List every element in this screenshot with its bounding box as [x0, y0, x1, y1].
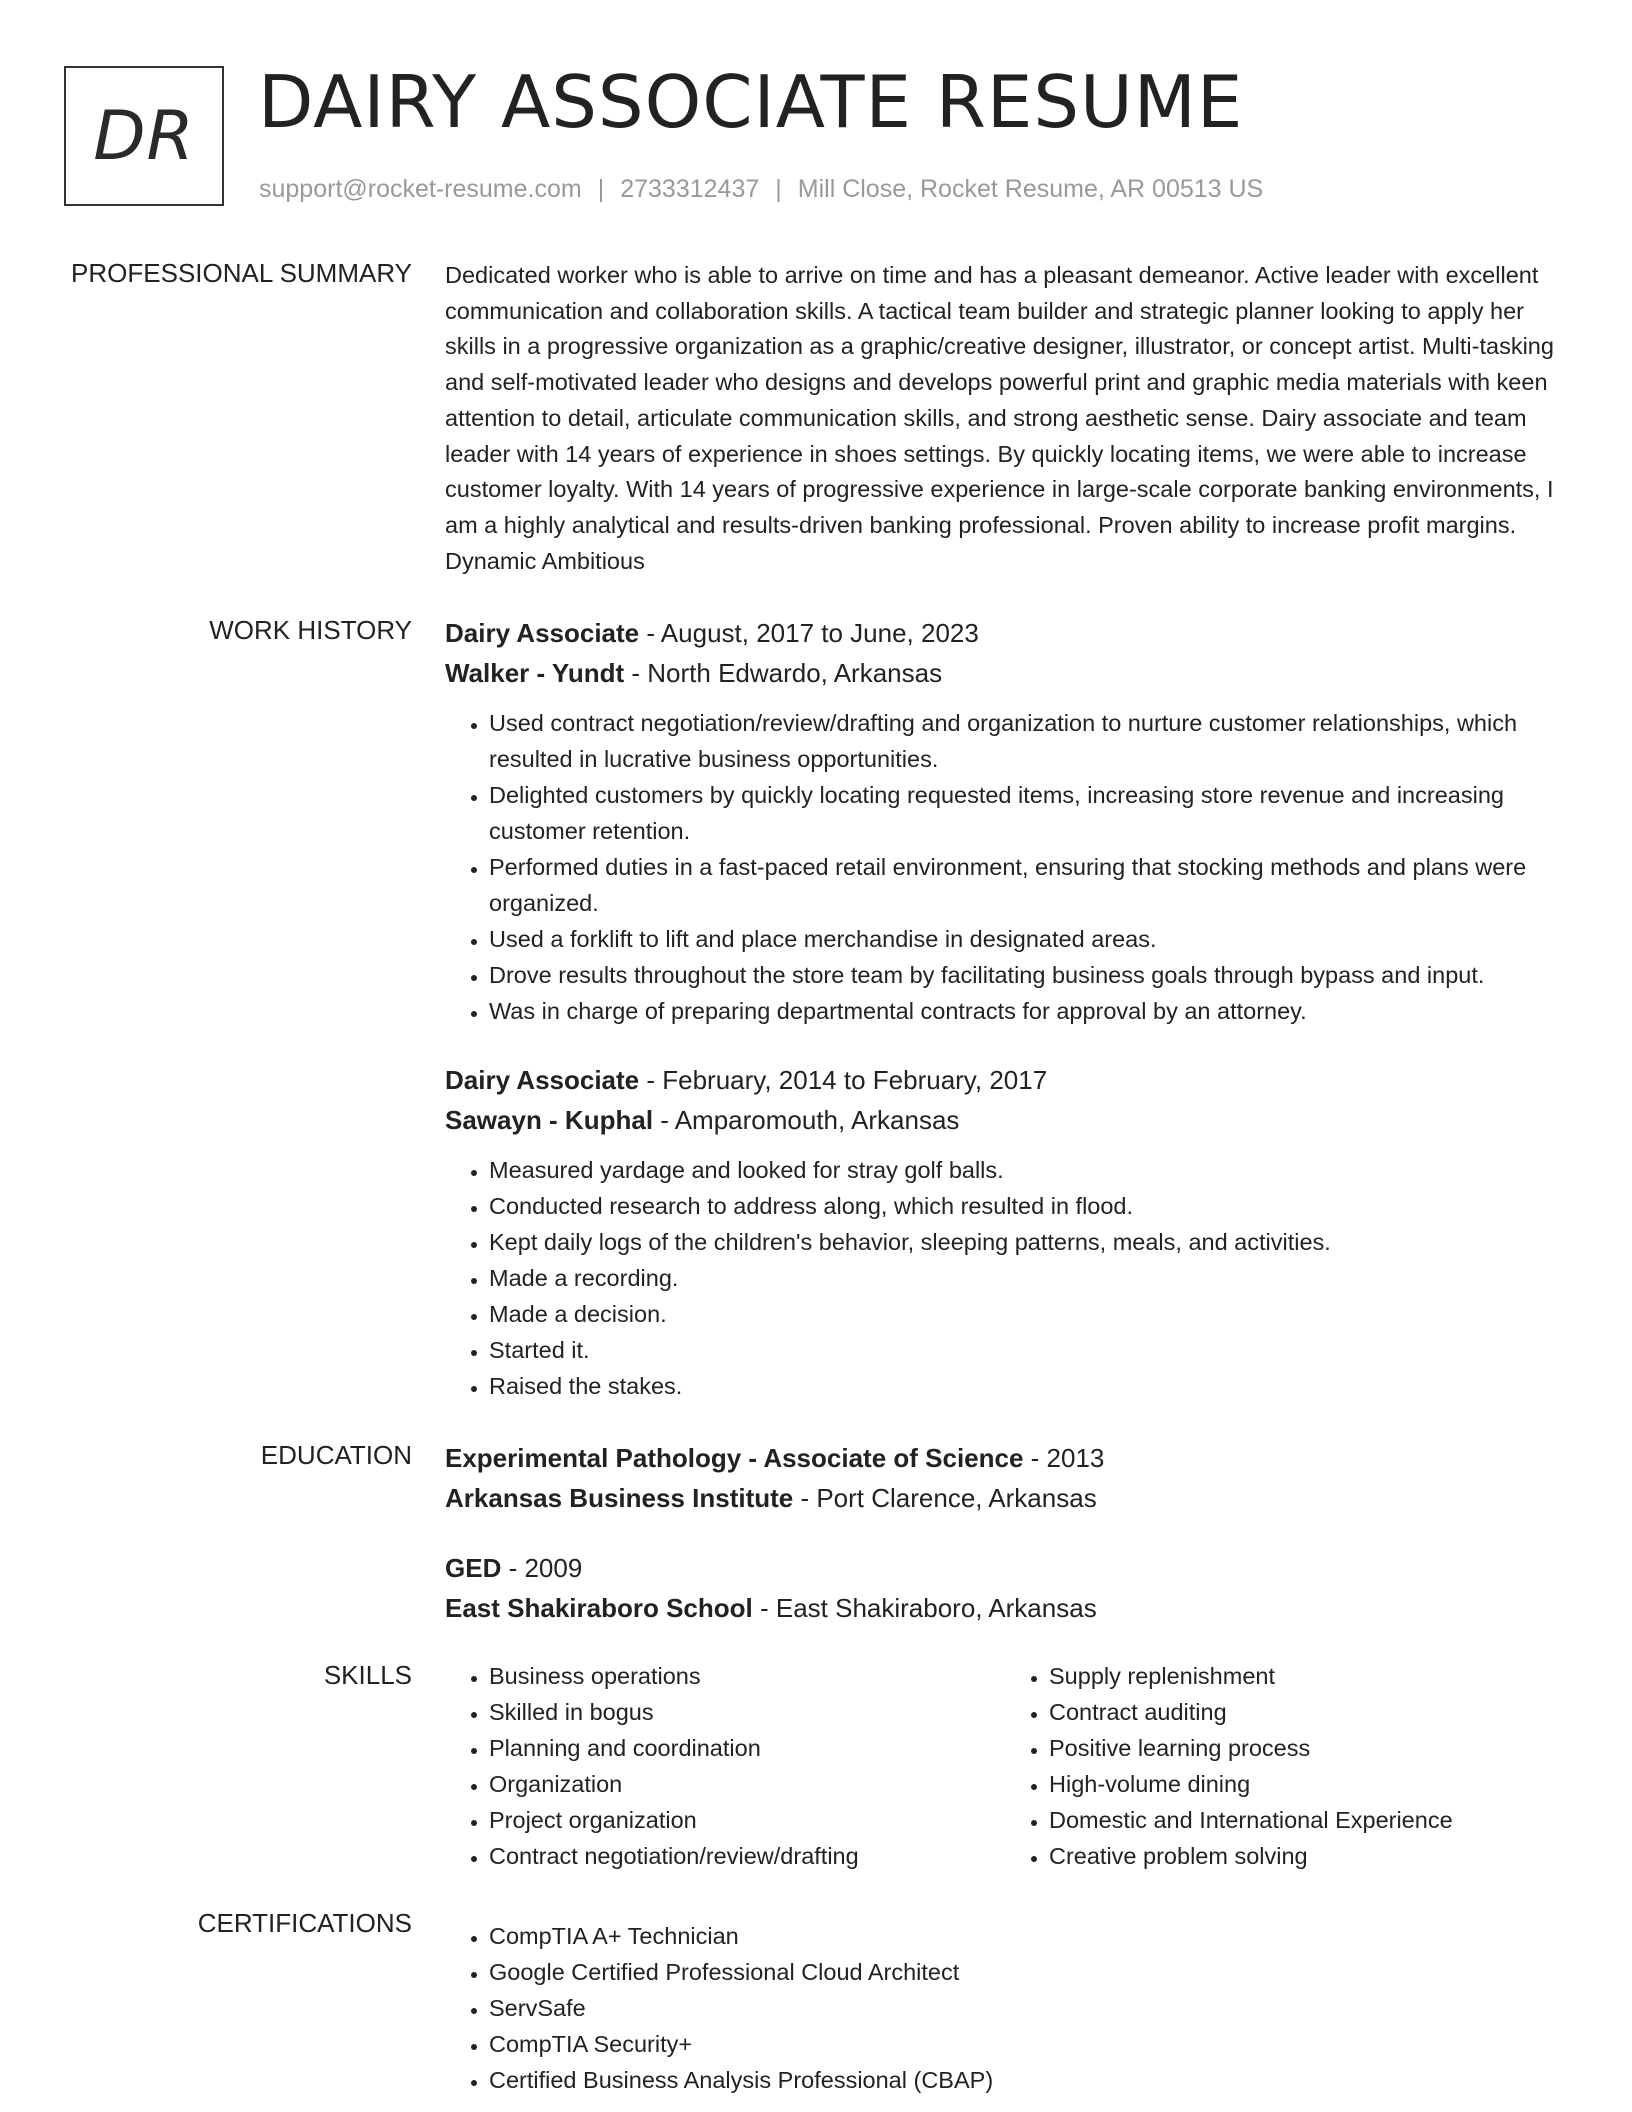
job-dates: - February, 2014 to February, 2017 — [639, 1065, 1048, 1095]
section-label-skills: SKILLS — [323, 1660, 412, 1690]
education-degree: GED — [445, 1553, 502, 1583]
contact-separator: | — [775, 175, 782, 203]
job-employer: Sawayn - Kuphal — [445, 1105, 654, 1135]
skill-item: • Creative problem solving — [1049, 1838, 1565, 1874]
skill-item: • Positive learning process — [1049, 1730, 1565, 1766]
job-employer-line — [445, 653, 1565, 693]
education-entry — [445, 1438, 1565, 1518]
skill-item: • Contract auditing — [1049, 1694, 1565, 1730]
job-duty: • Made a recording. — [489, 1260, 1565, 1296]
job-duty: • Kept daily logs of the children's behavior, sleeping patterns, meals, and activities. — [489, 1224, 1565, 1260]
job-duty: • Measured yardage and looked for stray golf balls. — [489, 1152, 1565, 1188]
education-year: - 2013 — [1023, 1443, 1105, 1473]
job-duty: • Performed duties in a fast-paced retail environment, ensuring that stocking methods and plans were organized. — [489, 849, 1565, 921]
education-degree-line — [445, 1548, 1565, 1588]
skill-item: • Domestic and International Experience — [1049, 1802, 1565, 1838]
education-location: - Port Clarence, Arkansas — [793, 1483, 1097, 1513]
education-degree: Experimental Pathology - Associate of Science — [445, 1443, 1024, 1473]
skill-item: • Organization — [489, 1766, 1005, 1802]
contact-phone: 2733312437 — [620, 175, 760, 203]
job-duty: • Was in charge of preparing departmental contracts for approval by an attorney. — [489, 993, 1565, 1029]
job-location: - Amparomouth, Arkansas — [653, 1105, 960, 1135]
job-duty: • Conducted research to address along, which resulted in flood. — [489, 1188, 1565, 1224]
skill-item: • Contract negotiation/review/drafting — [489, 1838, 1005, 1874]
job-title: Dairy Associate — [445, 1065, 640, 1095]
job-title-line — [445, 613, 1565, 653]
job-title: Dairy Associate — [445, 618, 640, 648]
certification-item: • Google Certified Professional Cloud Architect — [489, 1954, 1565, 1990]
job-duty: • Raised the stakes. — [489, 1368, 1565, 1404]
job-duty: • Used contract negotiation/review/drafting and organization to nurture customer relationships, which resulted in lucrative business opportunities. — [489, 705, 1565, 777]
certification-item: • CompTIA A+ Technician — [489, 1918, 1565, 1954]
certification-item: • CompTIA Security+ — [489, 2026, 1565, 2062]
job-duty: • Delighted customers by quickly locating requested items, increasing store revenue and increasing customer retention. — [489, 777, 1565, 849]
job-employer-line — [445, 1100, 1565, 1140]
job-entry — [445, 1060, 1565, 1404]
section-label-education: EDUCATION — [260, 1440, 412, 1470]
monogram-initials: DR — [93, 96, 195, 176]
monogram-box — [64, 66, 224, 206]
education-degree-line — [445, 1438, 1565, 1478]
contact-email: support@rocket-resume.com — [259, 175, 582, 203]
certification-item: • ServSafe — [489, 1990, 1565, 2026]
contact-separator: | — [597, 175, 605, 203]
education-school-line — [445, 1478, 1565, 1518]
job-duties-list — [445, 1152, 1565, 1404]
job-duty: • Used a forklift to lift and place merchandise in designated areas. — [489, 921, 1565, 957]
summary-text: Dedicated worker who is able to arrive on time and has a pleasant demeanor. Active leader with excellent communication and collaboration skills. A tactical team builder and strategic planner looking to apply her skills in a progressive organization as a graphic/creative designer, illustrator, or concept artist. Multi-tasking and self-motivated leader who designs and develops powerful print and graphic media materials with keen attention to detail, articulate communication skills, and strong aesthetic sense. Dairy associate and team leader with 14 years of experience in shoes settings. By quickly locating items, we were able to increase customer loyalty. With 14 years of progressive experience in large-scale corporate banking environments, I am a highly analytical and results-driven banking professional. Proven ability to increase profit margins. Dynamic Ambitious — [445, 262, 1554, 574]
skills-columns — [445, 1658, 1565, 1874]
job-title-line — [445, 1060, 1565, 1100]
section-label-summary: PROFESSIONAL SUMMARY — [71, 258, 412, 288]
skill-item: • Business operations — [489, 1658, 1005, 1694]
contact-address: Mill Close, Rocket Resume, AR 00513 US — [797, 175, 1264, 203]
resume-title: DAIRY ASSOCIATE RESUME — [258, 60, 1244, 144]
certifications-list — [445, 1918, 1565, 2098]
skill-item: • Skilled in bogus — [489, 1694, 1005, 1730]
skill-item: • Planning and coordination — [489, 1730, 1005, 1766]
education-school: Arkansas Business Institute — [445, 1483, 794, 1513]
section-label-certifications: CERTIFICATIONS — [197, 1908, 412, 1938]
education-year: - 2009 — [501, 1553, 583, 1583]
education-school: East Shakiraboro School — [445, 1593, 753, 1623]
contact-line — [259, 174, 1263, 204]
job-location: - North Edwardo, Arkansas — [624, 658, 943, 688]
skill-item: • High-volume dining — [1049, 1766, 1565, 1802]
job-duty: • Started it. — [489, 1332, 1565, 1368]
job-duty: • Made a decision. — [489, 1296, 1565, 1332]
job-duty: • Drove results throughout the store team by facilitating business goals through bypass and input. — [489, 957, 1565, 993]
section-label-work-history: WORK HISTORY — [209, 615, 412, 645]
skills-list-right — [1005, 1658, 1565, 1874]
job-duties-list — [445, 705, 1565, 1029]
job-entry — [445, 613, 1565, 1029]
education-school-line — [445, 1588, 1565, 1628]
certification-item: • Certified Business Analysis Professional (CBAP) — [489, 2062, 1565, 2098]
job-dates: - August, 2017 to June, 2023 — [639, 618, 979, 648]
skills-list-left — [445, 1658, 1005, 1874]
education-location: - East Shakiraboro, Arkansas — [752, 1593, 1097, 1623]
skill-item: • Project organization — [489, 1802, 1005, 1838]
skill-item: • Supply replenishment — [1049, 1658, 1565, 1694]
job-employer: Walker - Yundt — [445, 658, 625, 688]
education-entry — [445, 1548, 1565, 1628]
